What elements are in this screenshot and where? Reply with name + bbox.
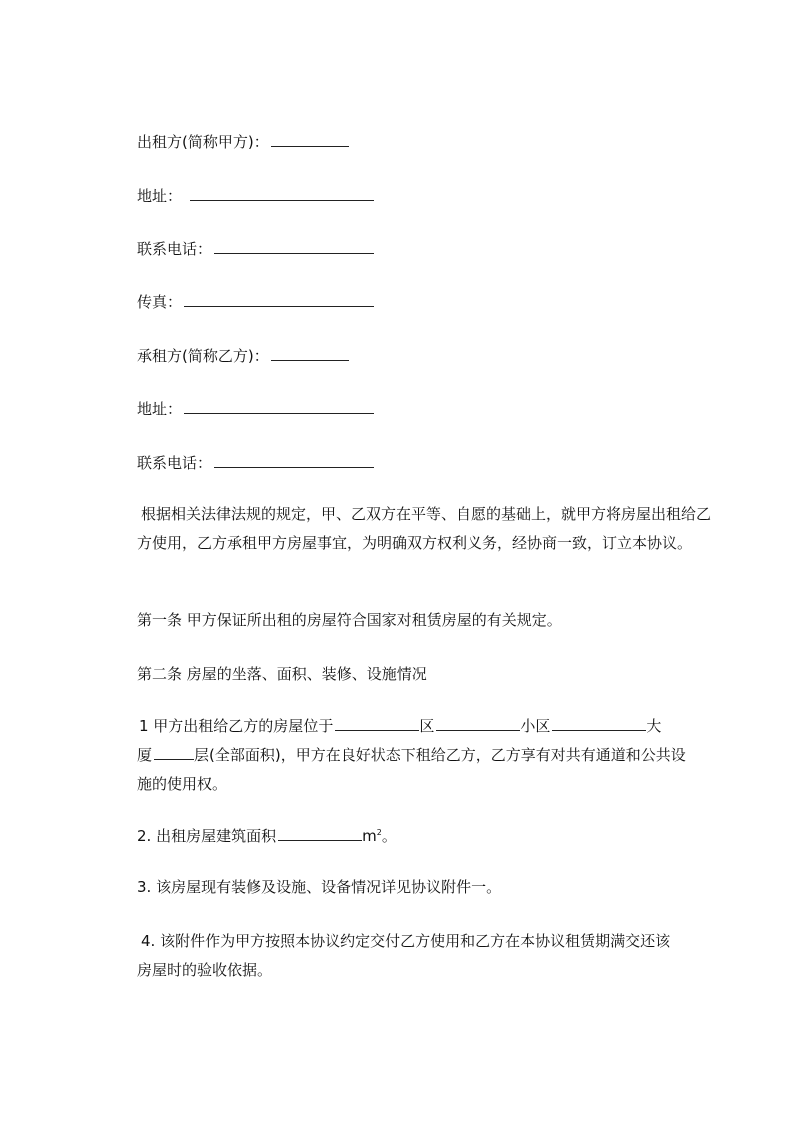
preamble-text: 根据相关法律法规的规定，甲、乙双方在平等、自愿的基础上，就甲方将房屋出租给乙方使用，乙方承租甲方房屋事宜，为明确双方权利义务，经协商一致，订立本协议。 — [137, 505, 712, 552]
item-1-text-b: 区 — [419, 717, 435, 735]
lessee-line — [137, 346, 349, 366]
item-1-text-d: 大 — [646, 717, 662, 735]
lessor-phone-line — [137, 239, 374, 259]
floor-blank[interactable] — [154, 745, 194, 760]
lessee-phone-blank[interactable] — [214, 453, 374, 468]
lessee-blank[interactable] — [271, 346, 349, 361]
preamble-paragraph — [137, 500, 717, 558]
article-1-text: 第一条 甲方保证所出租的房屋符合国家对租赁房屋的有关规定。 — [137, 611, 562, 629]
item-4-text-b: 房屋时的验收依据。 — [137, 961, 273, 979]
lessor-blank[interactable] — [271, 132, 349, 147]
lessor-phone-blank[interactable] — [214, 239, 374, 254]
lessee-label: 承租方(简称乙方)： — [137, 347, 269, 365]
article-2-item-4-line-2 — [137, 960, 272, 980]
subdistrict-blank[interactable] — [436, 716, 520, 731]
item-1-text-g: 施的使用权。 — [137, 775, 228, 793]
item-1-text-a: 1 甲方出租给乙方的房屋位于 — [139, 717, 334, 735]
item-1-text-c: 小区 — [520, 717, 551, 735]
area-unit: m — [362, 827, 377, 845]
lessor-fax-line — [137, 292, 374, 312]
article-1 — [137, 610, 562, 630]
item-2-end: 。 — [381, 827, 397, 845]
lessor-address-blank[interactable] — [190, 186, 374, 201]
item-1-text-e: 厦 — [137, 746, 153, 764]
lessee-phone-label: 联系电话： — [137, 454, 213, 472]
area-unit-sup: 2 — [376, 828, 382, 837]
district-blank[interactable] — [335, 716, 419, 731]
article-2-item-1-line-3 — [137, 774, 227, 794]
lessee-address-line — [137, 399, 374, 419]
article-2-title — [137, 664, 427, 684]
lessor-address-line — [137, 186, 374, 206]
article-2-title-text: 第二条 房屋的坐落、面积、装修、设施情况 — [137, 665, 427, 683]
item-3-text: 3. 该房屋现有装修及设施、设备情况详见协议附件一。 — [137, 878, 502, 896]
lessee-address-label: 地址： — [137, 400, 183, 418]
lessee-address-blank[interactable] — [184, 399, 374, 414]
lessee-phone-line — [137, 453, 374, 473]
lessor-fax-blank[interactable] — [184, 292, 374, 307]
article-2-item-3 — [137, 877, 501, 897]
lessor-fax-label: 传真： — [137, 293, 183, 311]
article-2-item-2 — [137, 823, 397, 846]
area-blank[interactable] — [278, 826, 362, 841]
item-4-text-a: 4. 该附件作为甲方按照本协议约定交付乙方使用和乙方在本协议租赁期满交还该 — [141, 932, 671, 950]
article-2-item-4-line-1 — [141, 931, 670, 951]
lessor-address-label: 地址： — [137, 187, 183, 205]
lessor-label: 出租方(简称甲方)： — [137, 133, 269, 151]
item-1-text-f: 层(全部面积)，甲方在良好状态下租给乙方，乙方享有对共有通道和公共设 — [194, 746, 686, 764]
lessor-line — [137, 132, 349, 152]
item-2-text: 2. 出租房屋建筑面积 — [137, 827, 277, 845]
article-2-item-1-line-2 — [137, 745, 686, 765]
lessor-phone-label: 联系电话： — [137, 240, 213, 258]
article-2-item-1-line-1 — [139, 716, 661, 736]
building-blank[interactable] — [552, 716, 646, 731]
